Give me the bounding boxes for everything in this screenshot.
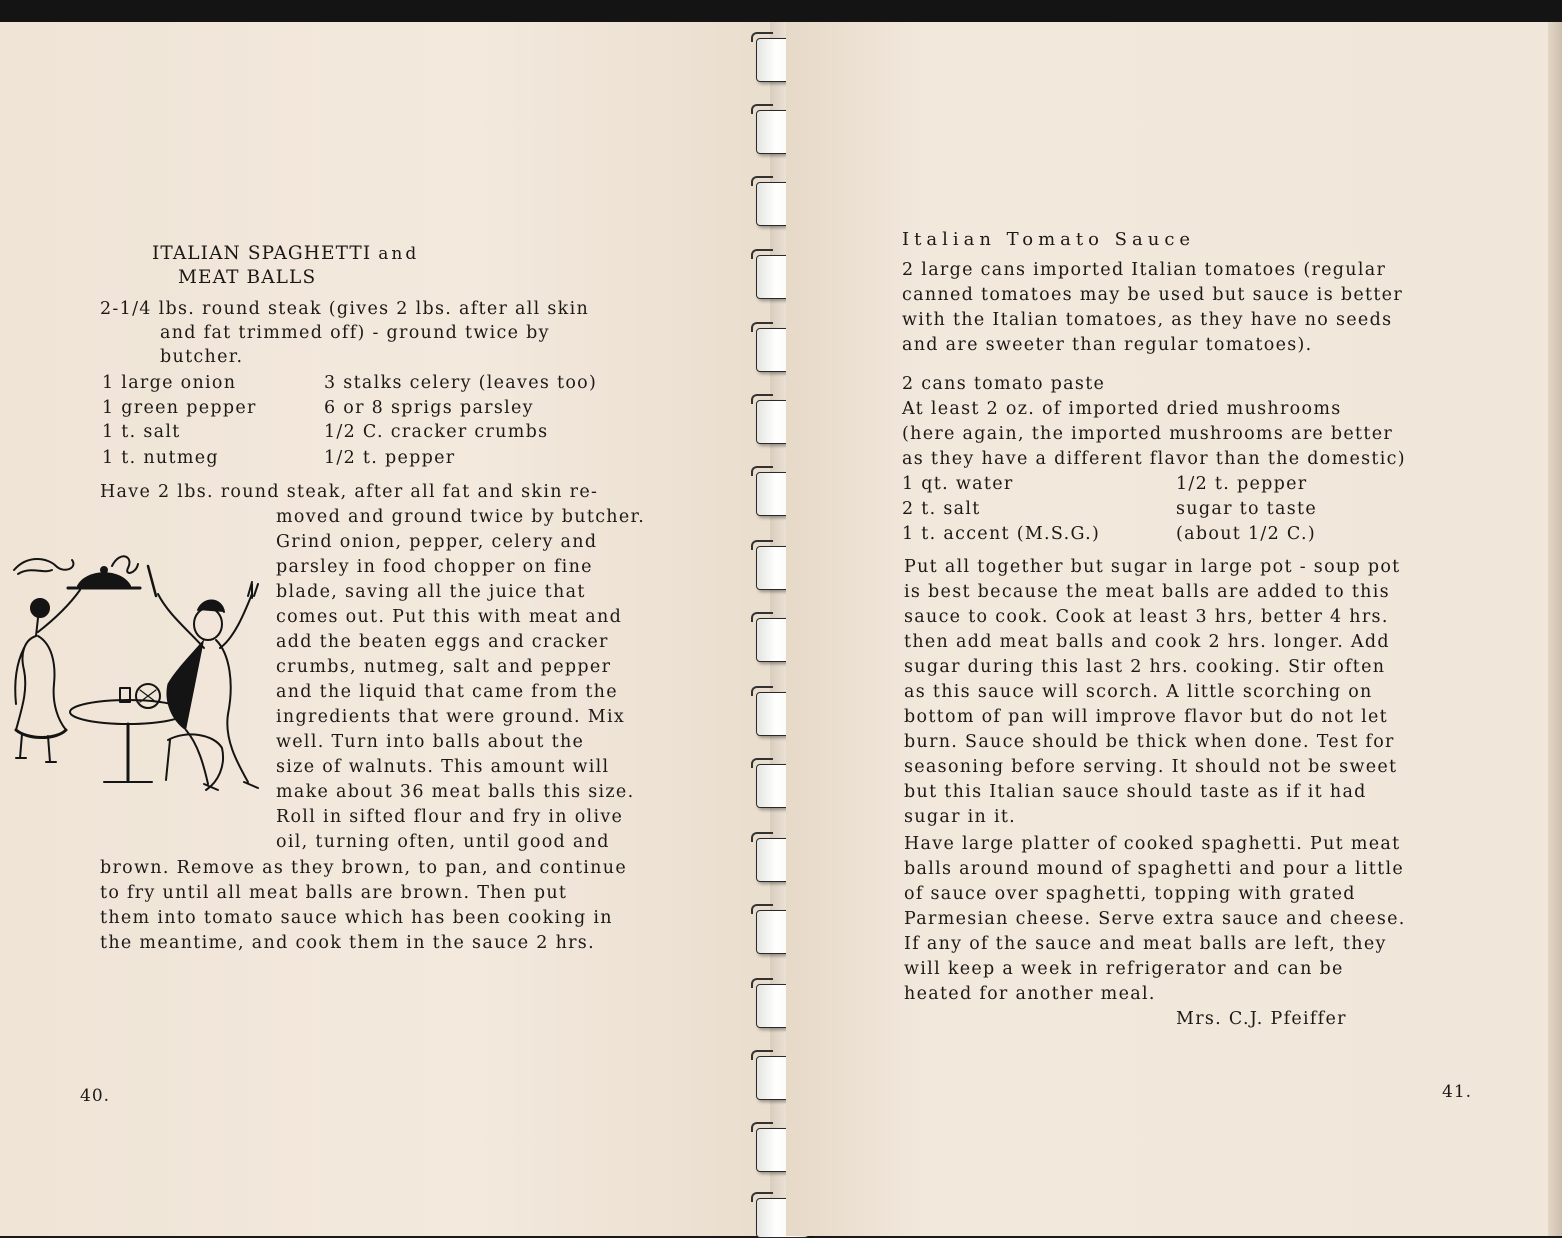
body-line-first: Have 2 lbs. round steak, after all fat and skin re- bbox=[100, 482, 599, 502]
para3-line: then add meat balls and cook 2 hrs. longer. Add bbox=[904, 632, 1390, 652]
body-indent-line: Roll in sifted flour and fry in olive bbox=[276, 807, 624, 827]
body-indent-line: size of walnuts. This amount will bbox=[276, 757, 610, 777]
para3-line: sugar in it. bbox=[904, 807, 1017, 827]
body-full-line: brown. Remove as they brown, to pan, and continue bbox=[100, 858, 627, 878]
para4-line: of sauce over spaghetti, topping with grated bbox=[904, 884, 1356, 904]
para4-line: will keep a week in refrigerator and can be bbox=[904, 959, 1344, 979]
recipe-signature: Mrs. C.J. Pfeiffer bbox=[1176, 1009, 1347, 1029]
sauce-title: Italian Tomato Sauce bbox=[902, 229, 1196, 250]
para4-line: If any of the sauce and meat balls are left, they bbox=[904, 934, 1387, 954]
para1-line: with the Italian tomatoes, as they have no seeds bbox=[902, 310, 1393, 330]
sauce-ingredient-right: 1/2 t. pepper bbox=[1176, 474, 1308, 494]
body-indent-line: comes out. Put this with meat and bbox=[276, 607, 623, 627]
body-indent-line: oil, turning often, until good and bbox=[276, 832, 610, 852]
ingredient-left-1: 1 large onion bbox=[102, 373, 237, 393]
body-indent-line: make about 36 meat balls this size. bbox=[276, 782, 635, 802]
title-main: ITALIAN SPAGHETTI bbox=[152, 243, 372, 264]
para1-line: 2 large cans imported Italian tomatoes (regular bbox=[902, 260, 1387, 280]
para2-line: as they have a different flavor than the domestic) bbox=[902, 449, 1406, 469]
intro-line-2: and fat trimmed off) - ground twice by bbox=[160, 323, 550, 343]
page-edge bbox=[1548, 22, 1562, 1236]
body-full-line: the meantime, and cook them in the sauce 2 hrs. bbox=[100, 933, 595, 953]
title-and: and bbox=[378, 244, 420, 264]
para3-line: but this Italian sauce should taste as if it had bbox=[904, 782, 1367, 802]
recipe-title-line1 bbox=[152, 241, 419, 267]
para2-line: (here again, the imported mushrooms are better bbox=[902, 424, 1394, 444]
ingredient-left-3: 1 t. salt bbox=[102, 422, 181, 442]
para1-line: and are sweeter than regular tomatoes). bbox=[902, 335, 1313, 355]
right-page bbox=[786, 22, 1562, 1236]
sauce-ingredient-right: (about 1/2 C.) bbox=[1176, 524, 1316, 544]
body-full-line: them into tomato sauce which has been cooking in bbox=[100, 908, 613, 928]
para3-line: Put all together but sugar in large pot - soup pot bbox=[904, 557, 1401, 577]
para3-line: as this sauce will scorch. A little scorching on bbox=[904, 682, 1373, 702]
ingredient-left-4: 1 t. nutmeg bbox=[102, 448, 219, 468]
para4-line: Have large platter of cooked spaghetti. Put meat bbox=[904, 834, 1401, 854]
sauce-ingredient-left: 1 qt. water bbox=[902, 474, 1014, 494]
top-background bbox=[0, 0, 1562, 22]
body-indent-line: ingredients that were ground. Mix bbox=[276, 707, 626, 727]
ingredient-right-4: 1/2 t. pepper bbox=[324, 448, 456, 468]
para3-line: is best because the meat balls are added to this bbox=[904, 582, 1390, 602]
body-indent-line: Grind onion, pepper, celery and bbox=[276, 532, 598, 552]
para3-line: burn. Sauce should be thick when done. Test for bbox=[904, 732, 1395, 752]
para3-line: seasoning before serving. It should not be sweet bbox=[904, 757, 1398, 777]
ingredient-left-2: 1 green pepper bbox=[102, 398, 257, 418]
body-indent-line: crumbs, nutmeg, salt and pepper bbox=[276, 657, 612, 677]
para3-line: sauce to cook. Cook at least 3 hrs, better 4 hrs. bbox=[904, 607, 1389, 627]
body-indent-line: blade, saving all the juice that bbox=[276, 582, 586, 602]
para2-line: At least 2 oz. of imported dried mushrooms bbox=[902, 399, 1342, 419]
body-indent-line: parsley in food chopper on fine bbox=[276, 557, 593, 577]
waiter-chef-illustration bbox=[8, 544, 266, 800]
para1-line: canned tomatoes may be used but sauce is better bbox=[902, 285, 1403, 305]
para4-line: Parmesian cheese. Serve extra sauce and cheese. bbox=[904, 909, 1406, 929]
ingredient-right-3: 1/2 C. cracker crumbs bbox=[324, 422, 549, 442]
para3-line: sugar during this last 2 hrs. cooking. Stir often bbox=[904, 657, 1386, 677]
sauce-ingredient-left: 1 t. accent (M.S.G.) bbox=[902, 524, 1101, 544]
left-page bbox=[0, 22, 786, 1236]
ingredient-right-2: 6 or 8 sprigs parsley bbox=[324, 398, 534, 418]
page-number-left: 40. bbox=[80, 1086, 111, 1106]
sauce-ingredient-left: 2 t. salt bbox=[902, 499, 981, 519]
intro-line-1: 2-1/4 lbs. round steak (gives 2 lbs. after all skin bbox=[100, 299, 590, 319]
body-indent-line: moved and ground twice by butcher. bbox=[276, 507, 646, 527]
para4-line: heated for another meal. bbox=[904, 984, 1156, 1004]
body-indent-line: well. Turn into balls about the bbox=[276, 732, 585, 752]
para3-line: bottom of pan will improve flavor but do not let bbox=[904, 707, 1388, 727]
para4-line: balls around mound of spaghetti and pour a little bbox=[904, 859, 1405, 879]
body-full-line: to fry until all meat balls are brown. Then put bbox=[100, 883, 568, 903]
sauce-ingredient-right: sugar to taste bbox=[1176, 499, 1317, 519]
ingredient-right-1: 3 stalks celery (leaves too) bbox=[324, 373, 598, 393]
body-indent-line: add the beaten eggs and cracker bbox=[276, 632, 609, 652]
intro-line-3: butcher. bbox=[160, 347, 244, 367]
page-number-right: 41. bbox=[1442, 1082, 1473, 1102]
para2-line: 2 cans tomato paste bbox=[902, 374, 1106, 394]
recipe-title-line2: MEAT BALLS bbox=[178, 267, 317, 288]
body-indent-line: and the liquid that came from the bbox=[276, 682, 618, 702]
